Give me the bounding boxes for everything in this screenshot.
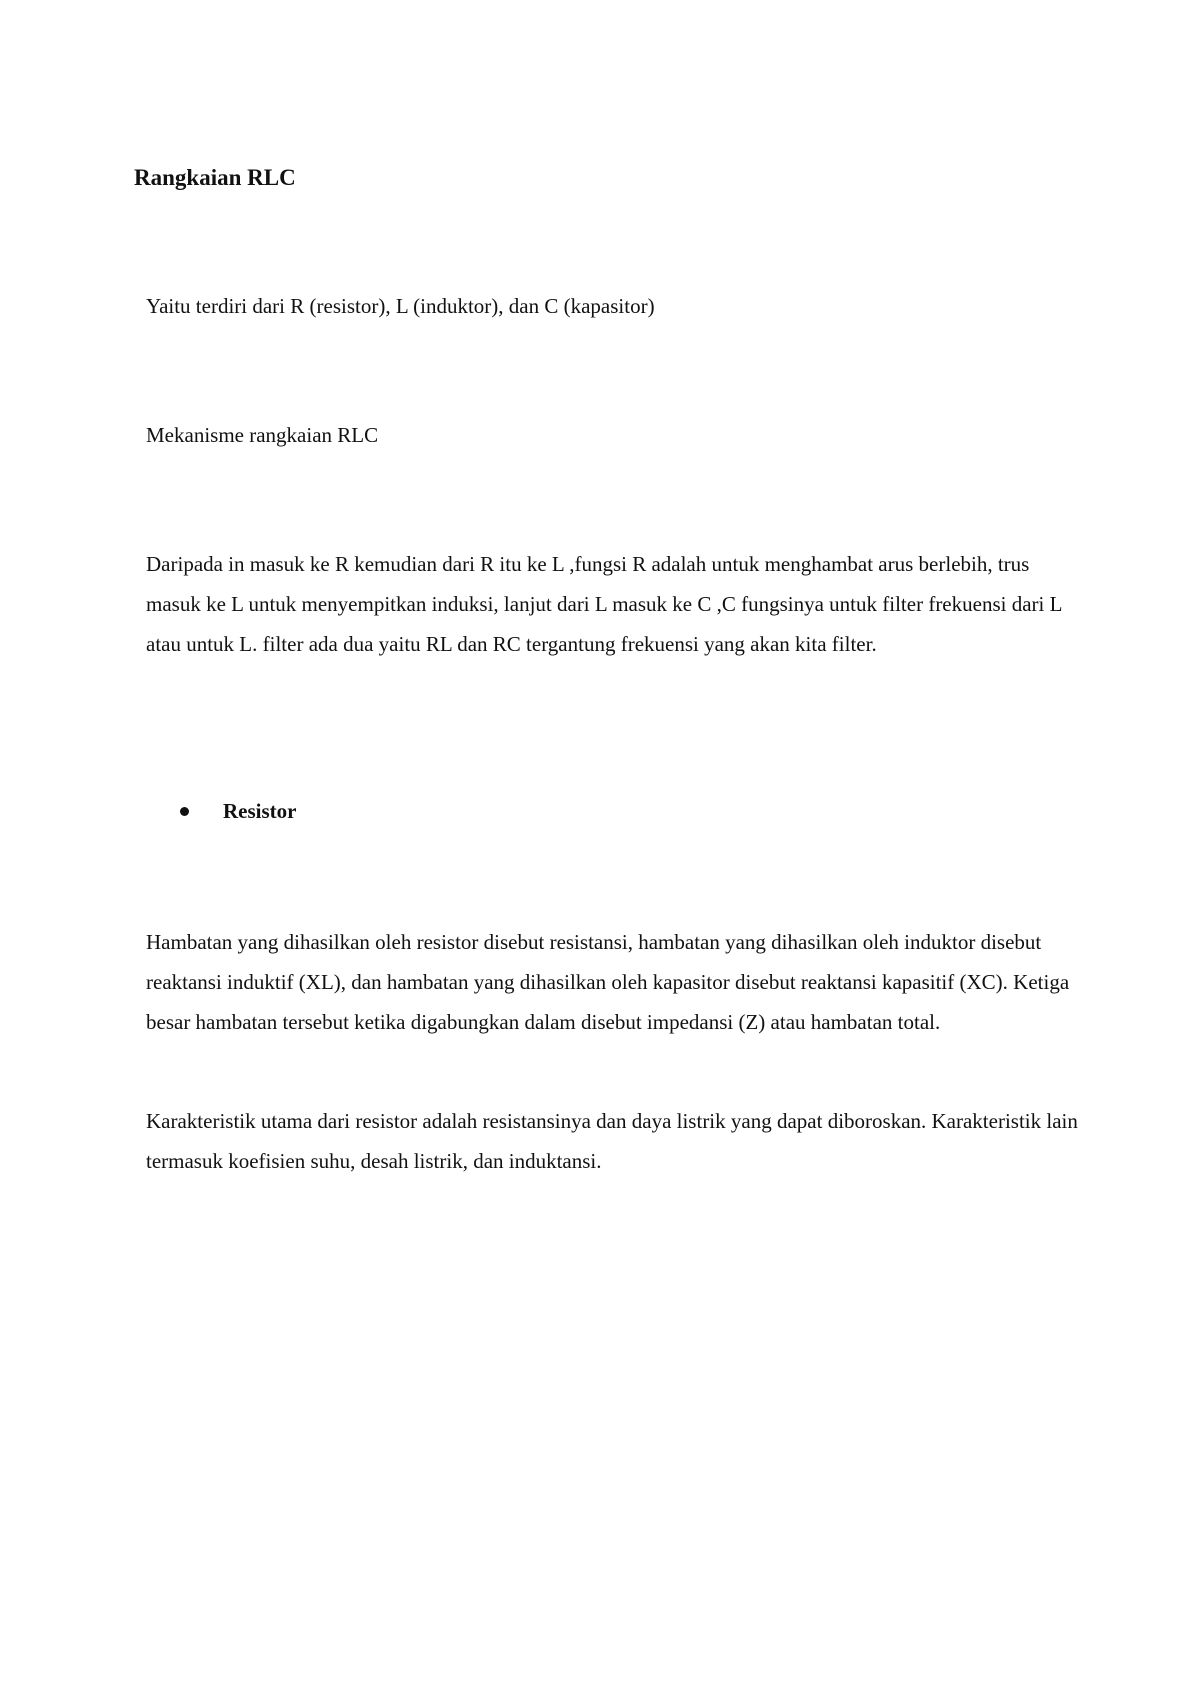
mechanism-paragraph: Daripada in masuk ke R kemudian dari R itu ke L ,fungsi R adalah untuk menghambat arus berlebih, trus masuk ke L untuk menyempitkan induksi, lanjut dari L masuk ke C ,C fungsinya untuk filter frekuensi dari L atau untuk L. filter ada dua yaitu RL dan RC tergantung frekuensi yang akan kita filter. bbox=[146, 552, 1062, 656]
resistor-heading: Resistor bbox=[223, 798, 297, 823]
bullet-icon bbox=[180, 807, 189, 816]
document-title: Rangkaian RLC bbox=[134, 165, 296, 190]
resistor-list-item bbox=[180, 791, 296, 831]
resistor-paragraph-1: Hambatan yang dihasilkan oleh resistor disebut resistansi, hambatan yang dihasilkan oleh induktor disebut reaktansi induktif (XL), dan hambatan yang dihasilkan oleh kapasitor disebut reaktansi kapasitif (XC). Ketiga besar hambatan tersebut ketika digabungkan dalam disebut impedansi (Z) atau hambatan total. bbox=[146, 930, 1070, 1034]
resistor-paragraph-2: Karakteristik utama dari resistor adalah resistansinya dan daya listrik yang dapat diboroskan. Karakteristik lain termasuk koefisien suhu, desah listrik, dan induktansi. bbox=[146, 1109, 1078, 1173]
definition-text: Yaitu terdiri dari R (resistor), L (induktor), dan C (kapasitor) bbox=[146, 294, 655, 318]
mechanism-heading: Mekanisme rangkaian RLC bbox=[146, 423, 379, 447]
